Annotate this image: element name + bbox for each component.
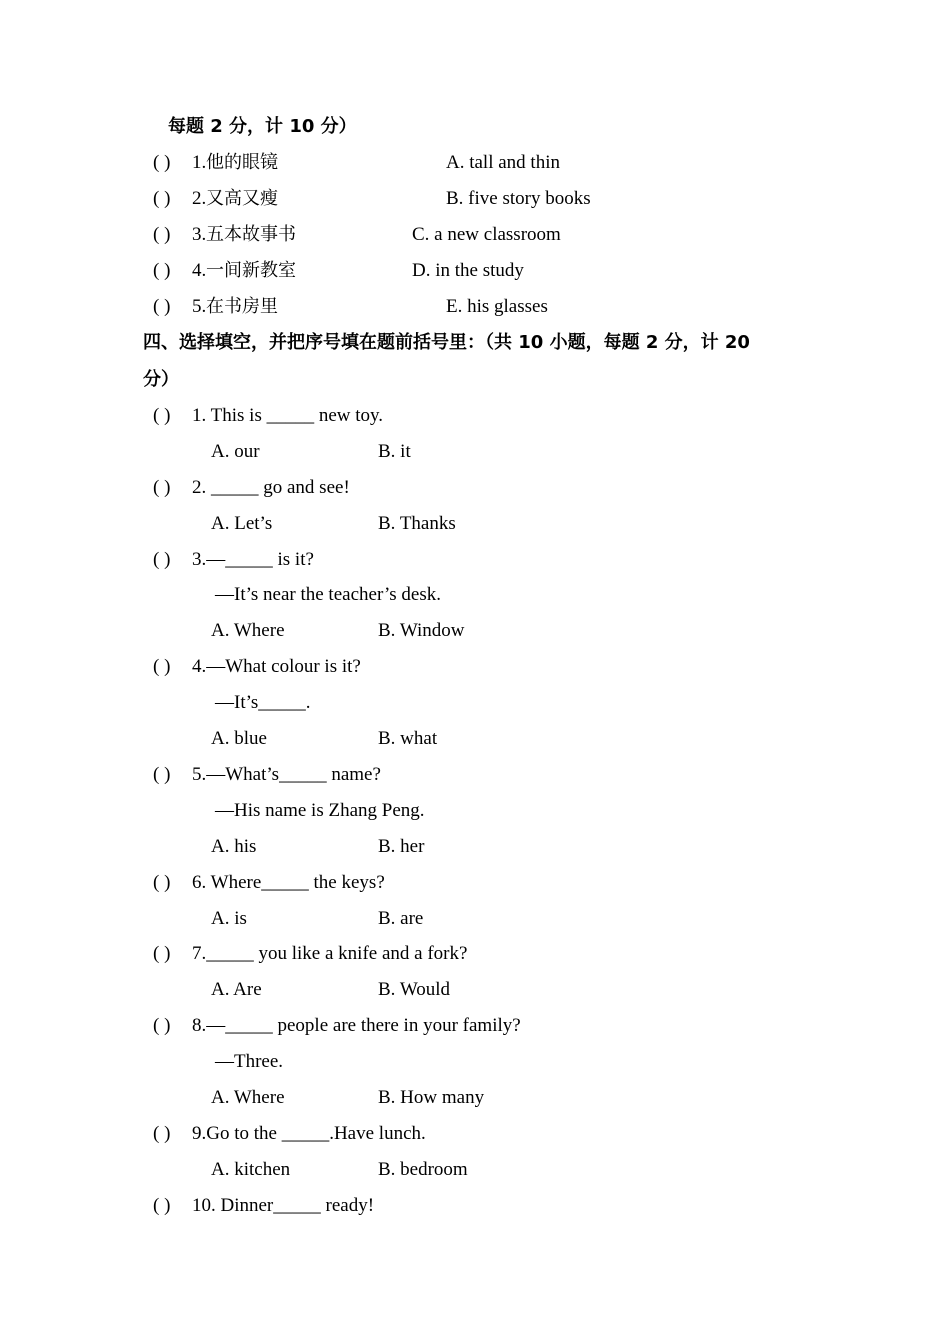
question-stem: 5.—What’s_____ name?	[192, 764, 381, 785]
matching-num: 5.	[192, 296, 207, 317]
question-stem: 1. This is _____ new toy.	[192, 405, 384, 426]
answer-paren[interactable]: ( )	[153, 152, 171, 173]
question-answer-line: —His name is Zhang Peng.	[215, 800, 425, 821]
matching-cn: 他的眼镜	[206, 152, 278, 173]
question-stem: 6. Where_____ the keys?	[192, 872, 385, 893]
answer-paren[interactable]: ( )	[153, 405, 171, 426]
matching-option: B. five story books	[446, 188, 591, 209]
answer-paren[interactable]: ( )	[153, 1015, 171, 1036]
matching-num: 4.	[192, 260, 207, 281]
matching-num: 2.	[192, 188, 207, 209]
question-stem: 8.—_____ people are there in your family?	[192, 1015, 521, 1036]
section3-header-tail: 每题 2 分，计 10 分）	[168, 116, 357, 137]
answer-paren[interactable]: ( )	[153, 656, 171, 677]
option-a: A. our	[211, 441, 260, 462]
answer-paren[interactable]: ( )	[153, 296, 171, 317]
option-b: B. Window	[378, 620, 465, 641]
question-stem: 10. Dinner_____ ready!	[192, 1195, 375, 1216]
matching-option: D. in the study	[412, 260, 524, 281]
question-stem: 3.—_____ is it?	[192, 549, 314, 570]
answer-paren[interactable]: ( )	[153, 872, 171, 893]
option-b: B. bedroom	[378, 1159, 468, 1180]
matching-cn: 又高又瘦	[206, 188, 278, 209]
option-a: A. Are	[211, 979, 262, 1000]
question-stem: 9.Go to the _____.Have lunch.	[192, 1123, 426, 1144]
question-answer-line: —Three.	[215, 1051, 284, 1072]
option-a: A. Where	[211, 620, 285, 641]
matching-option: E. his glasses	[446, 296, 548, 317]
option-a: A. Where	[211, 1087, 285, 1108]
question-stem: 7._____ you like a knife and a fork?	[192, 943, 468, 964]
answer-paren[interactable]: ( )	[153, 477, 171, 498]
matching-option: A. tall and thin	[446, 152, 560, 173]
answer-paren[interactable]: ( )	[153, 224, 171, 245]
matching-cn: 在书房里	[206, 296, 278, 317]
matching-num: 3.	[192, 224, 207, 245]
option-a: A. Let’s	[211, 513, 273, 534]
answer-paren[interactable]: ( )	[153, 1123, 171, 1144]
answer-paren[interactable]: ( )	[153, 260, 171, 281]
matching-option: C. a new classroom	[412, 224, 561, 245]
section4-title: 四、选择填空，并把序号填在题前括号里：（共 10 小题，每题 2 分，计 20	[143, 332, 750, 353]
answer-paren[interactable]: ( )	[153, 549, 171, 570]
option-b: B. Would	[378, 979, 451, 1000]
answer-paren[interactable]: ( )	[153, 188, 171, 209]
option-b: B. her	[378, 836, 425, 857]
question-answer-line: —It’s_____.	[215, 692, 311, 713]
answer-paren[interactable]: ( )	[153, 1195, 171, 1216]
option-b: B. How many	[378, 1087, 485, 1108]
matching-cn: 五本故事书	[206, 224, 296, 245]
answer-paren[interactable]: ( )	[153, 943, 171, 964]
question-stem: 2. _____ go and see!	[192, 477, 350, 498]
question-stem: 4.—What colour is it?	[192, 656, 361, 677]
section4-title-cont: 分）	[143, 369, 179, 390]
option-a: A. is	[211, 908, 247, 929]
option-b: B. what	[378, 728, 438, 749]
option-a: A. blue	[211, 728, 267, 749]
question-answer-line: —It’s near the teacher’s desk.	[215, 584, 441, 605]
option-a: A. his	[211, 836, 257, 857]
option-b: B. Thanks	[378, 513, 456, 534]
answer-paren[interactable]: ( )	[153, 764, 171, 785]
matching-num: 1.	[192, 152, 207, 173]
matching-cn: 一间新教室	[206, 260, 296, 281]
option-b: B. it	[378, 441, 411, 462]
option-b: B. are	[378, 908, 424, 929]
option-a: A. kitchen	[211, 1159, 291, 1180]
